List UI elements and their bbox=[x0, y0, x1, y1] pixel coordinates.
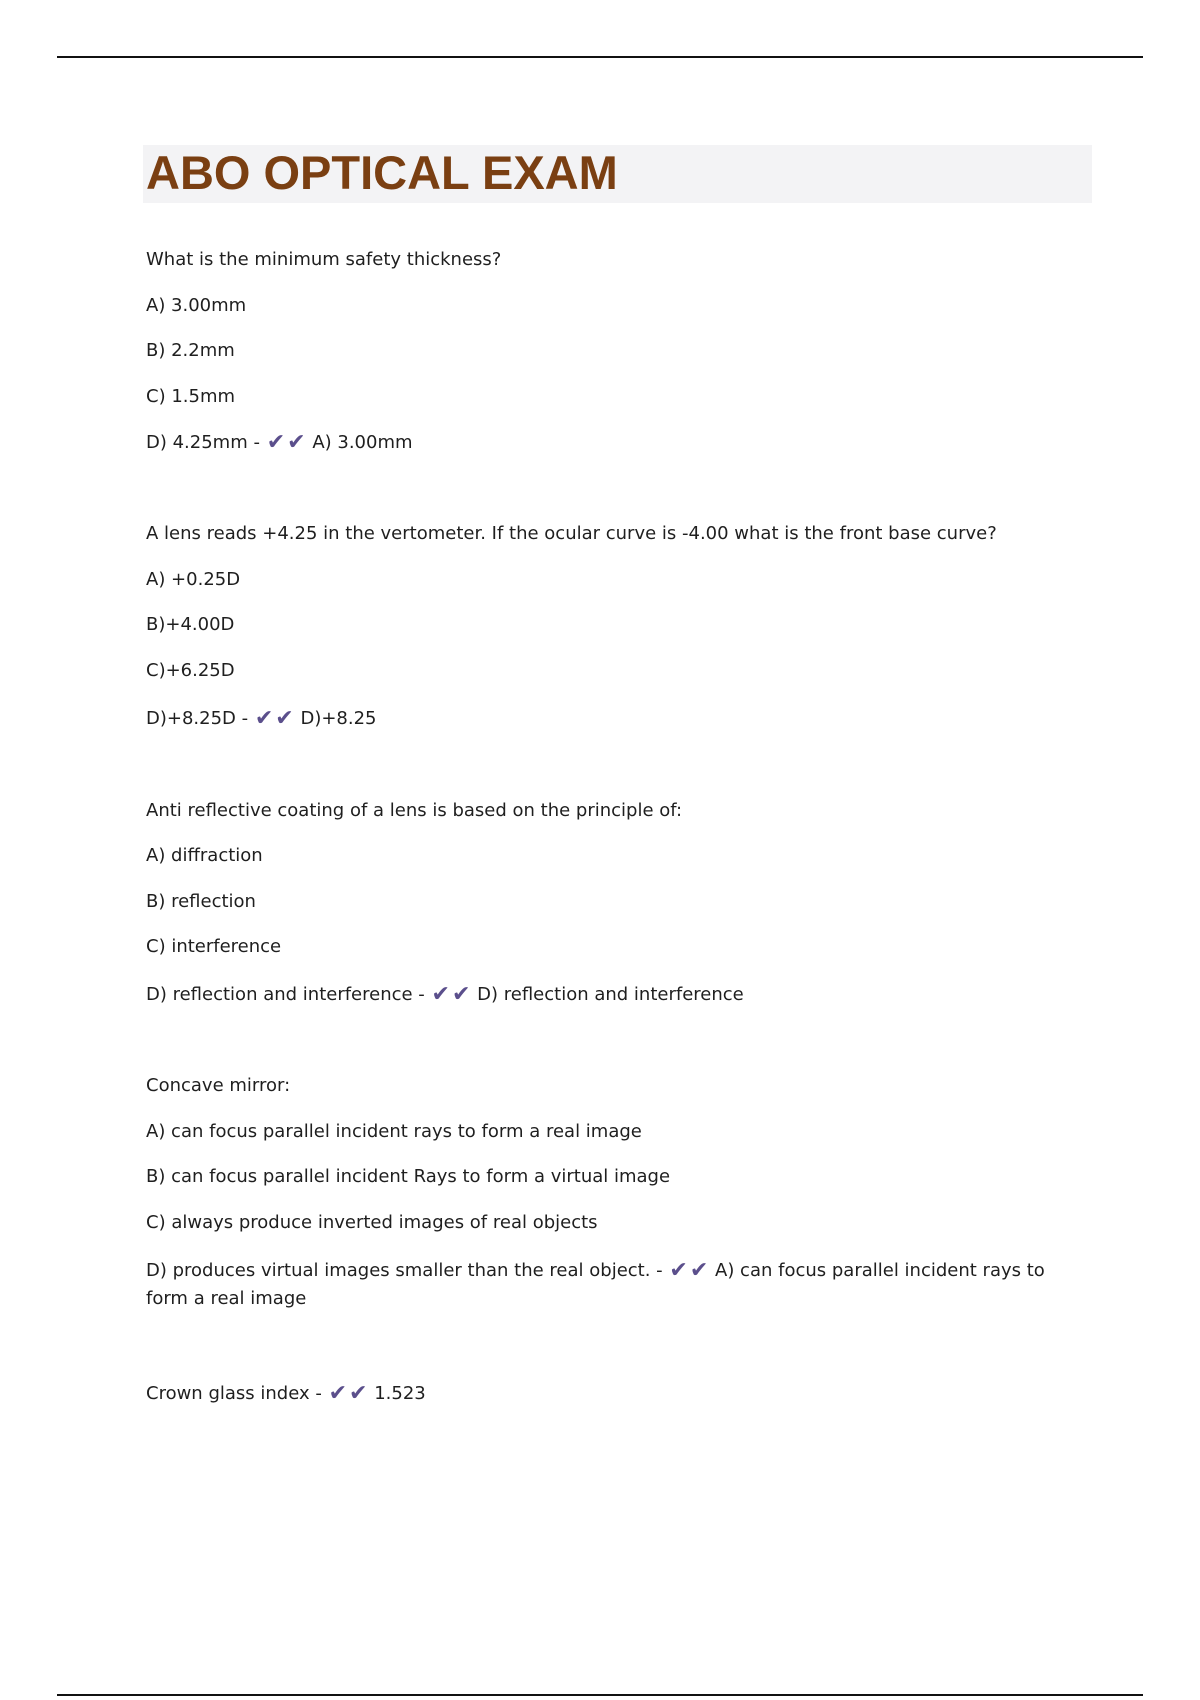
question-1-option-a: A) 3.00mm bbox=[146, 295, 247, 316]
question-2-answer-line bbox=[146, 705, 377, 733]
question-1-text: What is the minimum safety thickness? bbox=[146, 249, 502, 270]
question-3-text: Anti reflective coating of a lens is based on the principle of: bbox=[146, 800, 683, 821]
question-5-answer-line bbox=[146, 1380, 426, 1408]
question-2-option-d: D)+8.25D - bbox=[146, 708, 249, 729]
question-1-answer: A) 3.00mm bbox=[312, 432, 413, 453]
bottom-rule bbox=[57, 1694, 1143, 1696]
question-4-text: Concave mirror: bbox=[146, 1075, 291, 1096]
question-1-option-b: B) 2.2mm bbox=[146, 340, 235, 361]
check-icon: ✔ bbox=[266, 430, 286, 455]
question-2-option-b: B)+4.00D bbox=[146, 614, 235, 635]
question-3-answer: D) reflection and interference bbox=[477, 984, 744, 1005]
question-2-answer: D)+8.25 bbox=[300, 708, 377, 729]
check-icon: ✔ bbox=[287, 430, 306, 455]
check-icon: ✔ bbox=[689, 1258, 709, 1283]
question-1-option-c: C) 1.5mm bbox=[146, 386, 236, 407]
question-4-answer-line bbox=[146, 1257, 1066, 1313]
page-title: ABO OPTICAL EXAM bbox=[146, 146, 618, 199]
question-5-answer: 1.523 bbox=[374, 1383, 426, 1404]
check-icon: ✔ bbox=[328, 1381, 348, 1406]
question-4-option-d: D) produces virtual images smaller than the real object. - bbox=[146, 1260, 663, 1281]
question-4-option-c: C) always produce inverted images of real objects bbox=[146, 1212, 598, 1233]
question-3-option-d: D) reflection and interference - bbox=[146, 984, 425, 1005]
question-2-option-a: A) +0.25D bbox=[146, 569, 241, 590]
top-rule bbox=[57, 56, 1143, 58]
check-icon: ✔ bbox=[669, 1258, 688, 1283]
check-icon: ✔ bbox=[451, 982, 471, 1007]
question-3-option-a: A) diffraction bbox=[146, 845, 263, 866]
check-icon: ✔ bbox=[349, 1381, 368, 1406]
question-3-option-b: B) reflection bbox=[146, 891, 256, 912]
question-4-option-b: B) can focus parallel incident Rays to form a virtual image bbox=[146, 1166, 671, 1187]
question-3-answer-line bbox=[146, 981, 744, 1009]
question-3-option-c: C) interference bbox=[146, 936, 282, 957]
check-icon: ✔ bbox=[275, 706, 294, 731]
check-icon: ✔ bbox=[431, 982, 450, 1007]
question-4-option-a: A) can focus parallel incident rays to form a real image bbox=[146, 1121, 642, 1142]
question-1-option-d: D) 4.25mm - bbox=[146, 432, 260, 453]
question-2-text: A lens reads +4.25 in the vertometer. If the ocular curve is -4.00 what is the front base curve? bbox=[146, 523, 997, 544]
check-icon: ✔ bbox=[254, 706, 274, 731]
question-4-answer: A) can focus parallel incident rays to form a real image bbox=[146, 1260, 1045, 1309]
question-2-option-c: C)+6.25D bbox=[146, 660, 235, 681]
question-1-answer-line bbox=[146, 429, 413, 457]
question-5-prompt: Crown glass index - bbox=[146, 1383, 322, 1404]
